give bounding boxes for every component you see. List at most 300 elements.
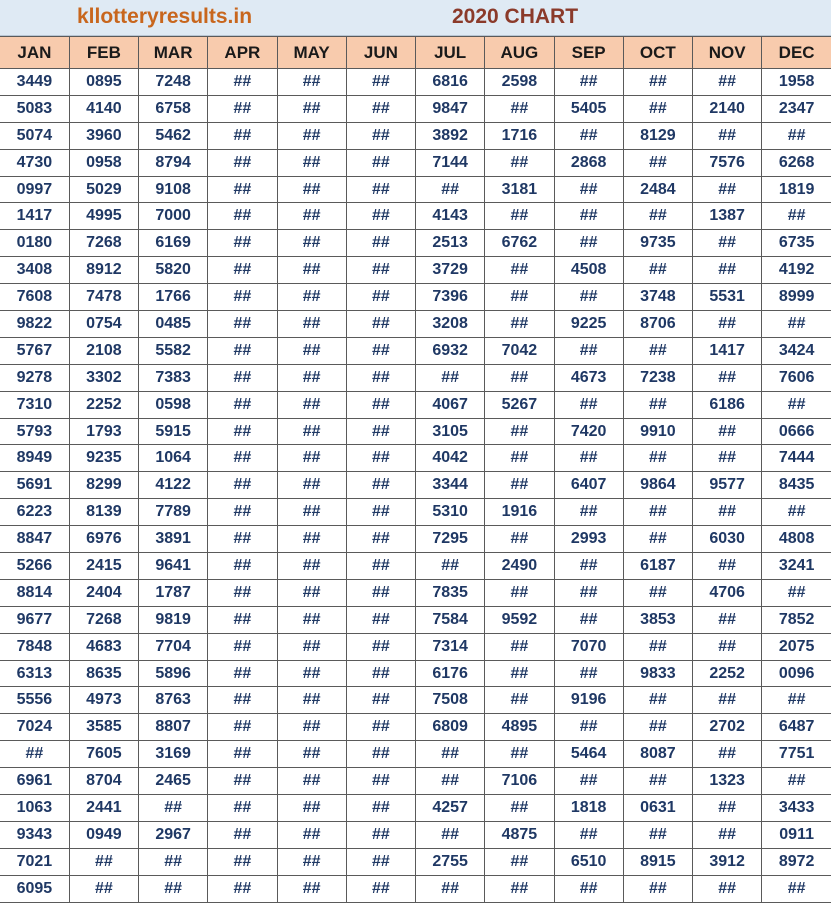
- result-cell-may: ##: [277, 499, 346, 526]
- result-cell-jul: 3729: [416, 257, 485, 284]
- result-cell-dec: 3241: [762, 553, 831, 580]
- result-cell-jun: ##: [346, 176, 415, 203]
- result-cell-dec: 7751: [762, 741, 831, 768]
- table-row: [0, 795, 831, 822]
- result-cell-jan: 6223: [0, 499, 69, 526]
- result-cell-apr: ##: [208, 122, 277, 149]
- result-cell-may: ##: [277, 795, 346, 822]
- result-cell-jan: 5691: [0, 472, 69, 499]
- result-cell-oct: ##: [623, 768, 692, 795]
- result-cell-oct: 3748: [623, 284, 692, 311]
- result-cell-mar: 2967: [139, 821, 208, 848]
- result-cell-oct: 3853: [623, 606, 692, 633]
- result-cell-sep: 1818: [554, 795, 623, 822]
- table-row: [0, 95, 831, 122]
- result-cell-oct: 9833: [623, 660, 692, 687]
- month-header-nov: NOV: [693, 37, 762, 69]
- table-row: [0, 553, 831, 580]
- result-cell-jun: ##: [346, 606, 415, 633]
- result-cell-mar: 1787: [139, 579, 208, 606]
- result-cell-jul: 3344: [416, 472, 485, 499]
- result-cell-mar: 0598: [139, 391, 208, 418]
- result-cell-sep: ##: [554, 499, 623, 526]
- result-cell-nov: ##: [693, 821, 762, 848]
- result-cell-aug: ##: [485, 472, 554, 499]
- result-cell-feb: 4973: [69, 687, 138, 714]
- result-cell-may: ##: [277, 848, 346, 875]
- result-cell-dec: 4808: [762, 526, 831, 553]
- result-cell-feb: 0958: [69, 149, 138, 176]
- result-cell-sep: ##: [554, 203, 623, 230]
- result-cell-nov: 6186: [693, 391, 762, 418]
- result-cell-nov: 1417: [693, 337, 762, 364]
- month-header-jun: JUN: [346, 37, 415, 69]
- result-cell-nov: 2702: [693, 714, 762, 741]
- result-cell-nov: ##: [693, 122, 762, 149]
- result-cell-jul: 2755: [416, 848, 485, 875]
- result-cell-nov: ##: [693, 230, 762, 257]
- result-cell-feb: 7605: [69, 741, 138, 768]
- result-cell-feb: 4140: [69, 95, 138, 122]
- result-cell-oct: ##: [623, 633, 692, 660]
- result-cell-apr: ##: [208, 660, 277, 687]
- result-cell-jun: ##: [346, 284, 415, 311]
- result-cell-jul: 5310: [416, 499, 485, 526]
- result-cell-apr: ##: [208, 391, 277, 418]
- result-cell-jun: ##: [346, 768, 415, 795]
- result-cell-feb: 4995: [69, 203, 138, 230]
- result-cell-may: ##: [277, 687, 346, 714]
- result-cell-nov: ##: [693, 257, 762, 284]
- result-cell-dec: ##: [762, 687, 831, 714]
- result-cell-apr: ##: [208, 311, 277, 338]
- result-cell-may: ##: [277, 606, 346, 633]
- result-cell-sep: ##: [554, 176, 623, 203]
- table-row: [0, 821, 831, 848]
- table-row: [0, 149, 831, 176]
- result-cell-nov: ##: [693, 687, 762, 714]
- table-row: [0, 875, 831, 902]
- result-cell-feb: 7268: [69, 230, 138, 257]
- result-cell-jun: ##: [346, 364, 415, 391]
- result-cell-dec: 6735: [762, 230, 831, 257]
- result-cell-nov: ##: [693, 606, 762, 633]
- result-cell-dec: 7444: [762, 445, 831, 472]
- result-cell-jan: 6313: [0, 660, 69, 687]
- result-cell-mar: 5896: [139, 660, 208, 687]
- result-cell-aug: ##: [485, 149, 554, 176]
- result-cell-nov: ##: [693, 176, 762, 203]
- result-cell-apr: ##: [208, 526, 277, 553]
- result-cell-aug: ##: [485, 579, 554, 606]
- result-cell-sep: ##: [554, 553, 623, 580]
- result-cell-feb: 7478: [69, 284, 138, 311]
- result-cell-jan: 3408: [0, 257, 69, 284]
- result-cell-jan: 4730: [0, 149, 69, 176]
- result-cell-may: ##: [277, 714, 346, 741]
- result-cell-jun: ##: [346, 418, 415, 445]
- result-cell-sep: 6407: [554, 472, 623, 499]
- result-cell-aug: ##: [485, 741, 554, 768]
- result-cell-apr: ##: [208, 848, 277, 875]
- result-cell-sep: 5464: [554, 741, 623, 768]
- result-cell-oct: 0631: [623, 795, 692, 822]
- result-cell-jul: 9847: [416, 95, 485, 122]
- result-cell-apr: ##: [208, 633, 277, 660]
- result-cell-feb: 8912: [69, 257, 138, 284]
- result-cell-may: ##: [277, 257, 346, 284]
- result-cell-sep: ##: [554, 875, 623, 902]
- result-cell-may: ##: [277, 203, 346, 230]
- result-cell-sep: 7070: [554, 633, 623, 660]
- result-cell-feb: 1793: [69, 418, 138, 445]
- result-cell-mar: 6758: [139, 95, 208, 122]
- result-cell-may: ##: [277, 391, 346, 418]
- result-cell-jun: ##: [346, 633, 415, 660]
- result-cell-aug: 9592: [485, 606, 554, 633]
- result-cell-mar: 6169: [139, 230, 208, 257]
- result-cell-oct: 9910: [623, 418, 692, 445]
- result-cell-may: ##: [277, 875, 346, 902]
- result-cell-oct: ##: [623, 875, 692, 902]
- result-cell-may: ##: [277, 95, 346, 122]
- result-cell-oct: ##: [623, 579, 692, 606]
- result-cell-feb: 8635: [69, 660, 138, 687]
- result-cell-dec: 7852: [762, 606, 831, 633]
- result-cell-apr: ##: [208, 472, 277, 499]
- result-cell-dec: ##: [762, 875, 831, 902]
- table-row: [0, 418, 831, 445]
- result-cell-may: ##: [277, 445, 346, 472]
- result-cell-sep: 7420: [554, 418, 623, 445]
- table-row: [0, 257, 831, 284]
- result-cell-oct: ##: [623, 499, 692, 526]
- table-row: [0, 687, 831, 714]
- result-cell-jul: 4042: [416, 445, 485, 472]
- result-cell-aug: ##: [485, 526, 554, 553]
- result-cell-oct: 7238: [623, 364, 692, 391]
- result-cell-aug: 5267: [485, 391, 554, 418]
- result-cell-jan: 7021: [0, 848, 69, 875]
- result-cell-sep: ##: [554, 230, 623, 257]
- table-row: [0, 337, 831, 364]
- result-cell-jan: 8847: [0, 526, 69, 553]
- result-cell-apr: ##: [208, 795, 277, 822]
- result-cell-sep: ##: [554, 821, 623, 848]
- result-cell-feb: 8704: [69, 768, 138, 795]
- result-cell-nov: ##: [693, 499, 762, 526]
- result-cell-sep: ##: [554, 284, 623, 311]
- result-cell-nov: 1387: [693, 203, 762, 230]
- result-cell-may: ##: [277, 69, 346, 96]
- result-cell-feb: ##: [69, 875, 138, 902]
- result-cell-may: ##: [277, 149, 346, 176]
- result-cell-dec: 0666: [762, 418, 831, 445]
- result-cell-may: ##: [277, 337, 346, 364]
- result-cell-oct: 2484: [623, 176, 692, 203]
- result-cell-aug: 6762: [485, 230, 554, 257]
- result-cell-jan: 6095: [0, 875, 69, 902]
- result-cell-sep: ##: [554, 579, 623, 606]
- result-cell-jun: ##: [346, 579, 415, 606]
- result-cell-apr: ##: [208, 821, 277, 848]
- result-cell-apr: ##: [208, 499, 277, 526]
- result-cell-dec: ##: [762, 203, 831, 230]
- result-cell-jun: ##: [346, 391, 415, 418]
- result-cell-apr: ##: [208, 337, 277, 364]
- result-cell-jan: 6961: [0, 768, 69, 795]
- table-row: [0, 499, 831, 526]
- result-cell-mar: 5462: [139, 122, 208, 149]
- result-cell-jun: ##: [346, 821, 415, 848]
- result-cell-aug: ##: [485, 633, 554, 660]
- result-cell-jun: ##: [346, 311, 415, 338]
- result-cell-jan: 7608: [0, 284, 69, 311]
- result-cell-sep: 5405: [554, 95, 623, 122]
- result-cell-jul: 7584: [416, 606, 485, 633]
- result-cell-feb: 7268: [69, 606, 138, 633]
- result-cell-may: ##: [277, 821, 346, 848]
- result-cell-jan: 1063: [0, 795, 69, 822]
- result-cell-aug: ##: [485, 795, 554, 822]
- result-cell-aug: ##: [485, 284, 554, 311]
- table-row: [0, 606, 831, 633]
- result-cell-dec: 8435: [762, 472, 831, 499]
- result-cell-jul: 7508: [416, 687, 485, 714]
- result-cell-jan: 9822: [0, 311, 69, 338]
- result-cell-oct: ##: [623, 391, 692, 418]
- result-cell-sep: 2993: [554, 526, 623, 553]
- result-cell-apr: ##: [208, 176, 277, 203]
- result-cell-may: ##: [277, 176, 346, 203]
- result-cell-feb: 8139: [69, 499, 138, 526]
- result-cell-nov: 2140: [693, 95, 762, 122]
- result-cell-may: ##: [277, 230, 346, 257]
- table-row: [0, 69, 831, 96]
- result-cell-jan: 1417: [0, 203, 69, 230]
- month-header-mar: MAR: [139, 37, 208, 69]
- results-body: [0, 69, 831, 903]
- result-cell-feb: 0895: [69, 69, 138, 96]
- result-cell-oct: ##: [623, 69, 692, 96]
- result-cell-dec: 1819: [762, 176, 831, 203]
- result-cell-jan: 7848: [0, 633, 69, 660]
- result-cell-mar: ##: [139, 848, 208, 875]
- result-cell-jul: 2513: [416, 230, 485, 257]
- result-cell-mar: 9641: [139, 553, 208, 580]
- result-cell-apr: ##: [208, 149, 277, 176]
- result-cell-jan: 9343: [0, 821, 69, 848]
- result-cell-apr: ##: [208, 257, 277, 284]
- result-cell-apr: ##: [208, 418, 277, 445]
- table-row: [0, 311, 831, 338]
- result-cell-feb: 2441: [69, 795, 138, 822]
- result-cell-sep: ##: [554, 768, 623, 795]
- result-cell-feb: 3960: [69, 122, 138, 149]
- result-cell-jan: 7024: [0, 714, 69, 741]
- result-cell-aug: ##: [485, 848, 554, 875]
- result-cell-feb: 9235: [69, 445, 138, 472]
- result-cell-jan: 9278: [0, 364, 69, 391]
- result-cell-aug: 7106: [485, 768, 554, 795]
- result-cell-jun: ##: [346, 687, 415, 714]
- result-cell-dec: 3424: [762, 337, 831, 364]
- result-cell-mar: 5915: [139, 418, 208, 445]
- table-row: [0, 284, 831, 311]
- result-cell-jan: 5074: [0, 122, 69, 149]
- table-row: [0, 122, 831, 149]
- result-cell-apr: ##: [208, 714, 277, 741]
- result-cell-aug: ##: [485, 445, 554, 472]
- result-cell-feb: 3585: [69, 714, 138, 741]
- result-cell-dec: 7606: [762, 364, 831, 391]
- result-cell-apr: ##: [208, 95, 277, 122]
- result-cell-jun: ##: [346, 149, 415, 176]
- result-cell-dec: ##: [762, 391, 831, 418]
- result-cell-nov: ##: [693, 69, 762, 96]
- table-row: [0, 741, 831, 768]
- result-cell-oct: ##: [623, 257, 692, 284]
- result-cell-feb: 2252: [69, 391, 138, 418]
- result-cell-mar: 9819: [139, 606, 208, 633]
- result-cell-mar: 1766: [139, 284, 208, 311]
- result-cell-sep: ##: [554, 391, 623, 418]
- result-cell-jun: ##: [346, 795, 415, 822]
- result-cell-oct: 8706: [623, 311, 692, 338]
- result-cell-may: ##: [277, 741, 346, 768]
- result-cell-aug: ##: [485, 418, 554, 445]
- result-cell-feb: 0754: [69, 311, 138, 338]
- result-cell-jun: ##: [346, 472, 415, 499]
- result-cell-mar: 3169: [139, 741, 208, 768]
- result-cell-nov: ##: [693, 875, 762, 902]
- result-cell-aug: 1716: [485, 122, 554, 149]
- result-cell-jul: ##: [416, 821, 485, 848]
- site-name: kllotteryresults.in: [77, 5, 253, 28]
- table-row: [0, 364, 831, 391]
- month-header-feb: FEB: [69, 37, 138, 69]
- result-cell-nov: 3912: [693, 848, 762, 875]
- result-cell-jun: ##: [346, 203, 415, 230]
- result-cell-jan: 3449: [0, 69, 69, 96]
- result-cell-jun: ##: [346, 445, 415, 472]
- result-cell-aug: ##: [485, 203, 554, 230]
- result-cell-aug: 3181: [485, 176, 554, 203]
- result-cell-dec: 0911: [762, 821, 831, 848]
- result-cell-dec: ##: [762, 579, 831, 606]
- result-cell-jan: 5793: [0, 418, 69, 445]
- result-cell-jun: ##: [346, 875, 415, 902]
- result-cell-apr: ##: [208, 606, 277, 633]
- result-cell-sep: 6510: [554, 848, 623, 875]
- result-cell-mar: 9108: [139, 176, 208, 203]
- result-cell-oct: ##: [623, 714, 692, 741]
- result-cell-jun: ##: [346, 741, 415, 768]
- result-cell-aug: 4875: [485, 821, 554, 848]
- result-cell-jul: ##: [416, 364, 485, 391]
- result-cell-jan: ##: [0, 741, 69, 768]
- result-cell-feb: 5029: [69, 176, 138, 203]
- result-cell-may: ##: [277, 553, 346, 580]
- result-cell-jul: 6932: [416, 337, 485, 364]
- result-cell-nov: ##: [693, 418, 762, 445]
- result-cell-dec: 1958: [762, 69, 831, 96]
- result-cell-jun: ##: [346, 553, 415, 580]
- table-row: [0, 445, 831, 472]
- result-cell-dec: 6487: [762, 714, 831, 741]
- result-cell-dec: 8972: [762, 848, 831, 875]
- result-cell-nov: 5531: [693, 284, 762, 311]
- result-cell-dec: ##: [762, 499, 831, 526]
- result-cell-may: ##: [277, 660, 346, 687]
- result-cell-jul: 6816: [416, 69, 485, 96]
- result-cell-jul: 3105: [416, 418, 485, 445]
- result-cell-aug: 2598: [485, 69, 554, 96]
- result-cell-jun: ##: [346, 714, 415, 741]
- result-cell-sep: ##: [554, 337, 623, 364]
- result-cell-dec: 6268: [762, 149, 831, 176]
- result-cell-jan: 5266: [0, 553, 69, 580]
- result-cell-may: ##: [277, 472, 346, 499]
- result-cell-jul: 6809: [416, 714, 485, 741]
- result-cell-apr: ##: [208, 69, 277, 96]
- table-row: [0, 660, 831, 687]
- result-cell-apr: ##: [208, 445, 277, 472]
- result-cell-aug: 7042: [485, 337, 554, 364]
- result-cell-mar: 3891: [139, 526, 208, 553]
- result-cell-feb: 6976: [69, 526, 138, 553]
- result-cell-mar: ##: [139, 795, 208, 822]
- result-cell-jan: 8949: [0, 445, 69, 472]
- result-cell-dec: 3433: [762, 795, 831, 822]
- result-cell-jul: 7835: [416, 579, 485, 606]
- result-cell-aug: ##: [485, 875, 554, 902]
- table-row: [0, 633, 831, 660]
- result-cell-sep: ##: [554, 660, 623, 687]
- table-row: [0, 203, 831, 230]
- table-row: [0, 768, 831, 795]
- result-cell-oct: ##: [623, 687, 692, 714]
- result-cell-apr: ##: [208, 364, 277, 391]
- result-cell-may: ##: [277, 633, 346, 660]
- result-cell-mar: 5820: [139, 257, 208, 284]
- result-cell-nov: ##: [693, 445, 762, 472]
- chart-title: 2020 CHART: [452, 5, 579, 28]
- result-cell-sep: 2868: [554, 149, 623, 176]
- table-row: [0, 472, 831, 499]
- result-cell-sep: 9196: [554, 687, 623, 714]
- result-cell-jun: ##: [346, 230, 415, 257]
- result-cell-sep: ##: [554, 714, 623, 741]
- result-cell-aug: 4895: [485, 714, 554, 741]
- result-cell-jul: 7295: [416, 526, 485, 553]
- result-cell-dec: ##: [762, 768, 831, 795]
- result-cell-jul: 4143: [416, 203, 485, 230]
- result-cell-feb: 2415: [69, 553, 138, 580]
- result-cell-mar: 4122: [139, 472, 208, 499]
- result-cell-aug: ##: [485, 95, 554, 122]
- month-header-apr: APR: [208, 37, 277, 69]
- results-table: [0, 36, 831, 903]
- result-cell-sep: ##: [554, 122, 623, 149]
- result-cell-jan: 8814: [0, 579, 69, 606]
- result-cell-oct: 8087: [623, 741, 692, 768]
- result-cell-apr: ##: [208, 579, 277, 606]
- result-cell-nov: 9577: [693, 472, 762, 499]
- result-cell-nov: 1323: [693, 768, 762, 795]
- result-cell-dec: 8999: [762, 284, 831, 311]
- result-cell-jun: ##: [346, 526, 415, 553]
